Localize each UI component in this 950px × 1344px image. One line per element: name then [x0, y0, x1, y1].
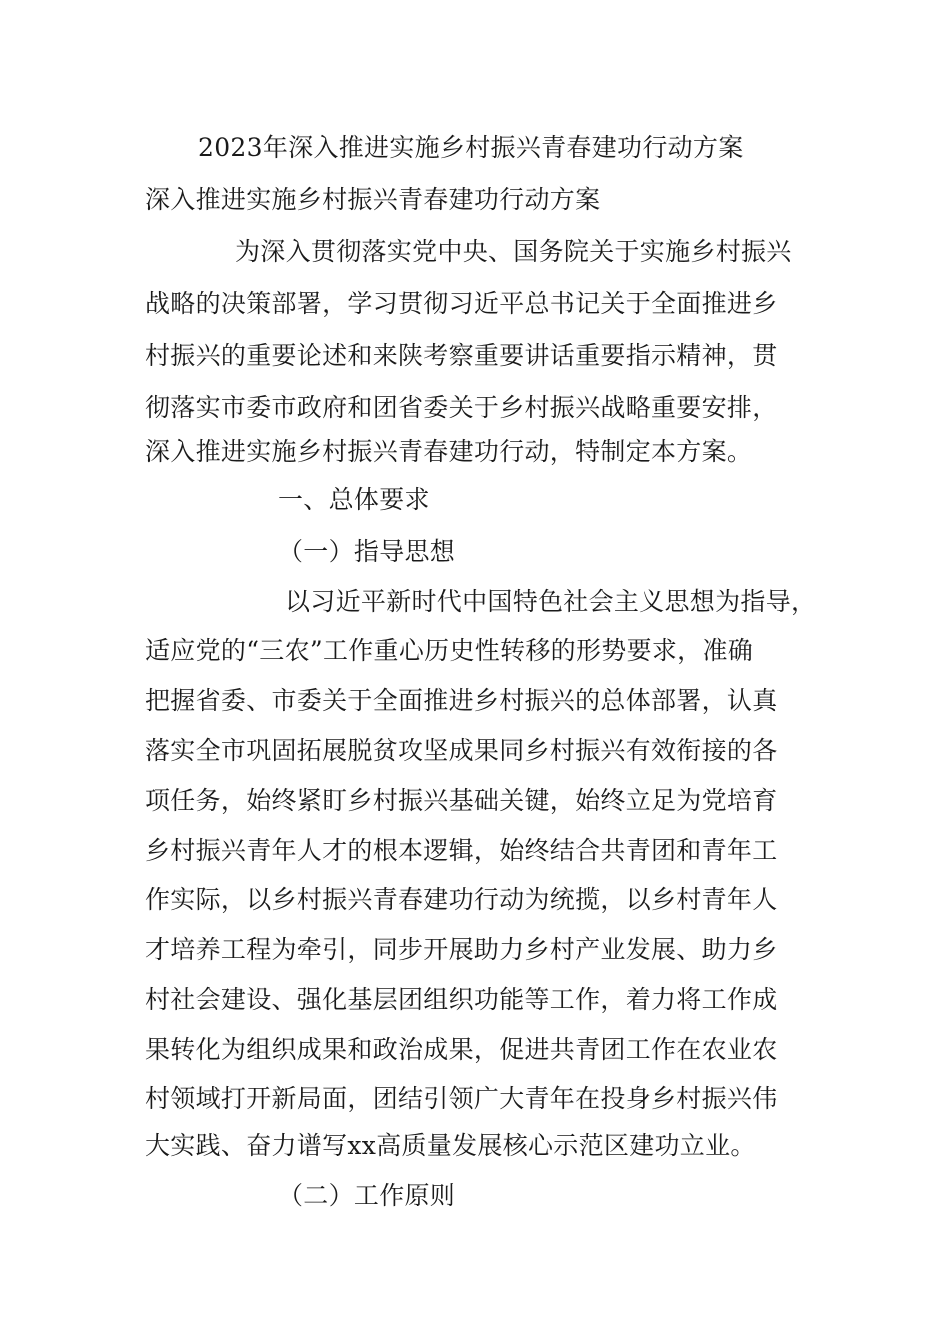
- body-line: 项任务，始终紧盯乡村振兴基础关键，始终立足为党培育: [145, 786, 778, 815]
- intro-line: 彻落实市委市政府和团省委关于乡村振兴战略重要安排，: [145, 393, 778, 422]
- body-line: 把握省委、市委关于全面推进乡村振兴的总体部署，认真: [145, 686, 778, 715]
- subsection-heading: （一）指导思想: [278, 537, 456, 566]
- document-title: 2023年深入推进实施乡村振兴青春建功行动方案: [198, 133, 744, 162]
- intro-line: 深入推进实施乡村振兴青春建功行动，特制定本方案。: [145, 437, 753, 466]
- body-line: 村社会建设、强化基层团组织功能等工作，着力将工作成: [145, 985, 778, 1014]
- section-heading: 一、总体要求: [278, 485, 430, 514]
- document-subtitle: 深入推进实施乡村振兴青春建功行动方案: [145, 185, 601, 214]
- body-line: 以习近平新时代中国特色社会主义思想为指导，: [285, 587, 817, 616]
- body-line: 才培养工程为牵引，同步开展助力乡村产业发展、助力乡: [145, 935, 778, 964]
- body-line: 果转化为组织成果和政治成果，促进共青团工作在农业农: [145, 1035, 778, 1064]
- body-line: 落实全市巩固拓展脱贫攻坚成果同乡村振兴有效衔接的各: [145, 736, 778, 765]
- body-line: 大实践、奋力谱写xx高质量发展核心示范区建功立业。: [145, 1131, 756, 1160]
- body-line: 乡村振兴青年人才的根本逻辑，始终结合共青团和青年工: [145, 836, 778, 865]
- body-line: 适应党的“三农”工作重心历史性转移的形势要求，准确: [145, 636, 754, 665]
- intro-line: 战略的决策部署，学习贯彻习近平总书记关于全面推进乡: [145, 289, 778, 318]
- intro-line: 村振兴的重要论述和来陕考察重要讲话重要指示精神，贯: [145, 341, 778, 370]
- body-line: 村领域打开新局面，团结引领广大青年在投身乡村振兴伟: [145, 1084, 778, 1113]
- subsection-heading: （二）工作原则: [278, 1181, 456, 1210]
- intro-line: 为深入贯彻落实党中央、国务院关于实施乡村振兴: [235, 237, 792, 266]
- body-line: 作实际，以乡村振兴青春建功行动为统揽，以乡村青年人: [145, 885, 778, 914]
